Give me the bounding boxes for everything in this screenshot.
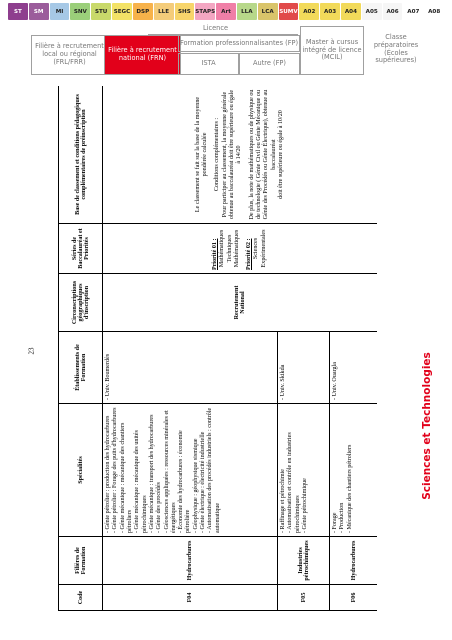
tab-mi[interactable]: MI xyxy=(50,3,70,20)
tab-st[interactable]: ST xyxy=(8,3,28,20)
row-filiere: Hydrocarbures xyxy=(330,537,378,585)
autre-fp-category[interactable]: Autre (FP) xyxy=(239,53,300,75)
tab-shs[interactable]: SHS xyxy=(175,3,195,20)
base-cell xyxy=(103,86,378,224)
tab-lle[interactable]: LLE xyxy=(154,3,174,20)
ista-category[interactable]: ISTA xyxy=(178,53,239,75)
specialite-item: - Génie mécanique : transport des hydrocarbures xyxy=(148,414,155,533)
section-title-text: Sciences et Technologies xyxy=(421,352,433,500)
table-row xyxy=(103,86,278,611)
priority-2-label: Priorité 02 : xyxy=(246,238,253,270)
specialite-item: - Automatisation et contrôle en industries pétrochimiques xyxy=(287,432,301,533)
row-code: F06 xyxy=(330,585,378,611)
header-filiere: Filières de Formation xyxy=(59,537,103,585)
orientation-table-frame xyxy=(58,86,377,611)
header-etablissements: Établissements de Formation xyxy=(59,332,103,404)
priority-1-item: Techniques Mathématiques xyxy=(226,229,240,268)
orientation-table xyxy=(58,86,377,611)
filiere-locale-category[interactable]: Filière à recrutement local ou régional (FRL/FRR) xyxy=(31,35,108,75)
tab-a04[interactable]: A04 xyxy=(341,3,361,20)
specialite-item: - Géophysique : géophysique sismique xyxy=(192,438,199,533)
specialite-item: - Génie mécanique : mécanique des chantiers pétroliers xyxy=(119,422,133,533)
row-specialites xyxy=(278,404,330,537)
base-text: Le classement se fait sur la base de la moyenne pondérée calculée xyxy=(194,96,209,213)
priority-1-item: Mathématiques xyxy=(219,229,226,268)
table-header-row xyxy=(59,86,103,611)
base-text: Conditions complémentaires : xyxy=(214,117,221,192)
row-code: F04 xyxy=(103,585,278,611)
tab-staps[interactable]: STAPS xyxy=(195,3,215,20)
tab-a03[interactable]: A03 xyxy=(320,3,340,20)
series-cell xyxy=(103,224,378,274)
tab-sumv[interactable]: SUMV xyxy=(279,3,299,20)
filiere-nationale-category[interactable]: Filière à recrutement national (FRN) xyxy=(104,35,181,75)
row-etablissement: - Univ. Ouargla xyxy=(330,332,378,404)
licence-heading: Licence xyxy=(202,23,229,32)
row-etablissement: - Univ. Skikda xyxy=(278,332,330,404)
base-text: Pour participer au classement, la moyenne générale obtenue au baccalauréat doit être supérieure ou égale à 14/20 xyxy=(221,89,243,220)
specialite-item: - Génie pétrolier : Forage des puits d'hydrocarbures xyxy=(112,407,119,533)
tab-sm[interactable]: SM xyxy=(29,3,49,20)
tab-lla[interactable]: LLA xyxy=(237,3,257,20)
row-code: F05 xyxy=(278,585,330,611)
tab-a08[interactable]: A08 xyxy=(424,3,444,20)
header-base: Base de classement et conditions pédagogiques complémentaires de préinscription xyxy=(59,86,103,224)
specialite-item: - Automatisation des procédés industriels : contrôle automatique xyxy=(207,407,221,533)
formation-professionnalisante-category[interactable]: Formation professionnalisantes (FP) xyxy=(178,35,300,52)
row-specialites xyxy=(103,404,278,537)
rotated-table xyxy=(58,86,377,611)
tab-art[interactable]: Art xyxy=(216,3,236,20)
page-number: 23 xyxy=(27,347,36,355)
specialite-item: - Forage xyxy=(332,512,338,533)
tab-dsp[interactable]: DSP xyxy=(133,3,153,20)
circonscription-cell: Recrutement National xyxy=(103,274,378,332)
row-specialites xyxy=(330,404,378,537)
classe-preparatoire-category[interactable]: Classe préparatoires (Écoles supérieures) xyxy=(373,32,419,65)
base-text: De plus, la note de mathématiques ou de physique ou de technologie ( Génie Civil ou Génie Mécanique ou Génie des Procédés ou Génie Électrique), obtenue au baccalauréat xyxy=(248,89,277,220)
tab-a06[interactable]: A06 xyxy=(383,3,403,20)
specialite-item: - Génie pétrolier : production des hydrocarbures xyxy=(105,415,111,533)
tab-a02[interactable]: A02 xyxy=(299,3,319,20)
specialite-item: - Génie électrique : électricité industrielle xyxy=(200,431,207,533)
section-title xyxy=(418,226,436,626)
tab-segc[interactable]: SEGC xyxy=(112,3,132,20)
tab-snv[interactable]: SNV xyxy=(70,3,90,20)
tab-a05[interactable]: A05 xyxy=(362,3,382,20)
row-etablissement: - Univ. Boumerdès xyxy=(103,332,278,404)
header-code: Code xyxy=(59,585,103,611)
row-filiere: Industries pétrochimiques xyxy=(278,537,330,585)
specialite-item: - Production xyxy=(339,502,346,533)
header-specialites: Spécialités xyxy=(59,404,103,537)
priority-2-item: Sciences Expérimentales xyxy=(253,229,267,268)
row-filiere: Hydrocarbures xyxy=(103,537,278,585)
header-circonscriptions: Circonscriptions géographiques d'inscription xyxy=(59,274,103,332)
tab-stu[interactable]: STU xyxy=(91,3,111,20)
specialite-item: - Géosciences appliquées : ressources minérales et énergétiques xyxy=(163,410,177,533)
tab-a07[interactable]: A07 xyxy=(403,3,423,20)
specialite-item: - Mécanique des chantiers pétroliers xyxy=(346,444,353,533)
specialite-item: - Génie des procédés xyxy=(156,482,163,533)
specialite-item: - Économie des hydrocarbures : économie pétrolière xyxy=(178,430,192,533)
specialite-item: - Génie mécanique : mécanique des unités pétrochimiques xyxy=(134,430,148,533)
header-series: Séries de Baccalauréat et Priorités xyxy=(59,224,103,274)
domain-tab-bar xyxy=(8,3,444,20)
priority-1-label: Priorité 01 : xyxy=(211,238,218,270)
master-mcil-category[interactable]: Master à cursus intégré de licence (MCIL) xyxy=(300,26,364,75)
base-text: doit être supérieure ou égale à 10/20 xyxy=(277,110,284,199)
specialite-item: - Génie pétrochimique xyxy=(301,478,308,533)
specialite-item: - Raffinage et pétrochimie xyxy=(280,468,286,533)
tab-lca[interactable]: LCA xyxy=(258,3,278,20)
